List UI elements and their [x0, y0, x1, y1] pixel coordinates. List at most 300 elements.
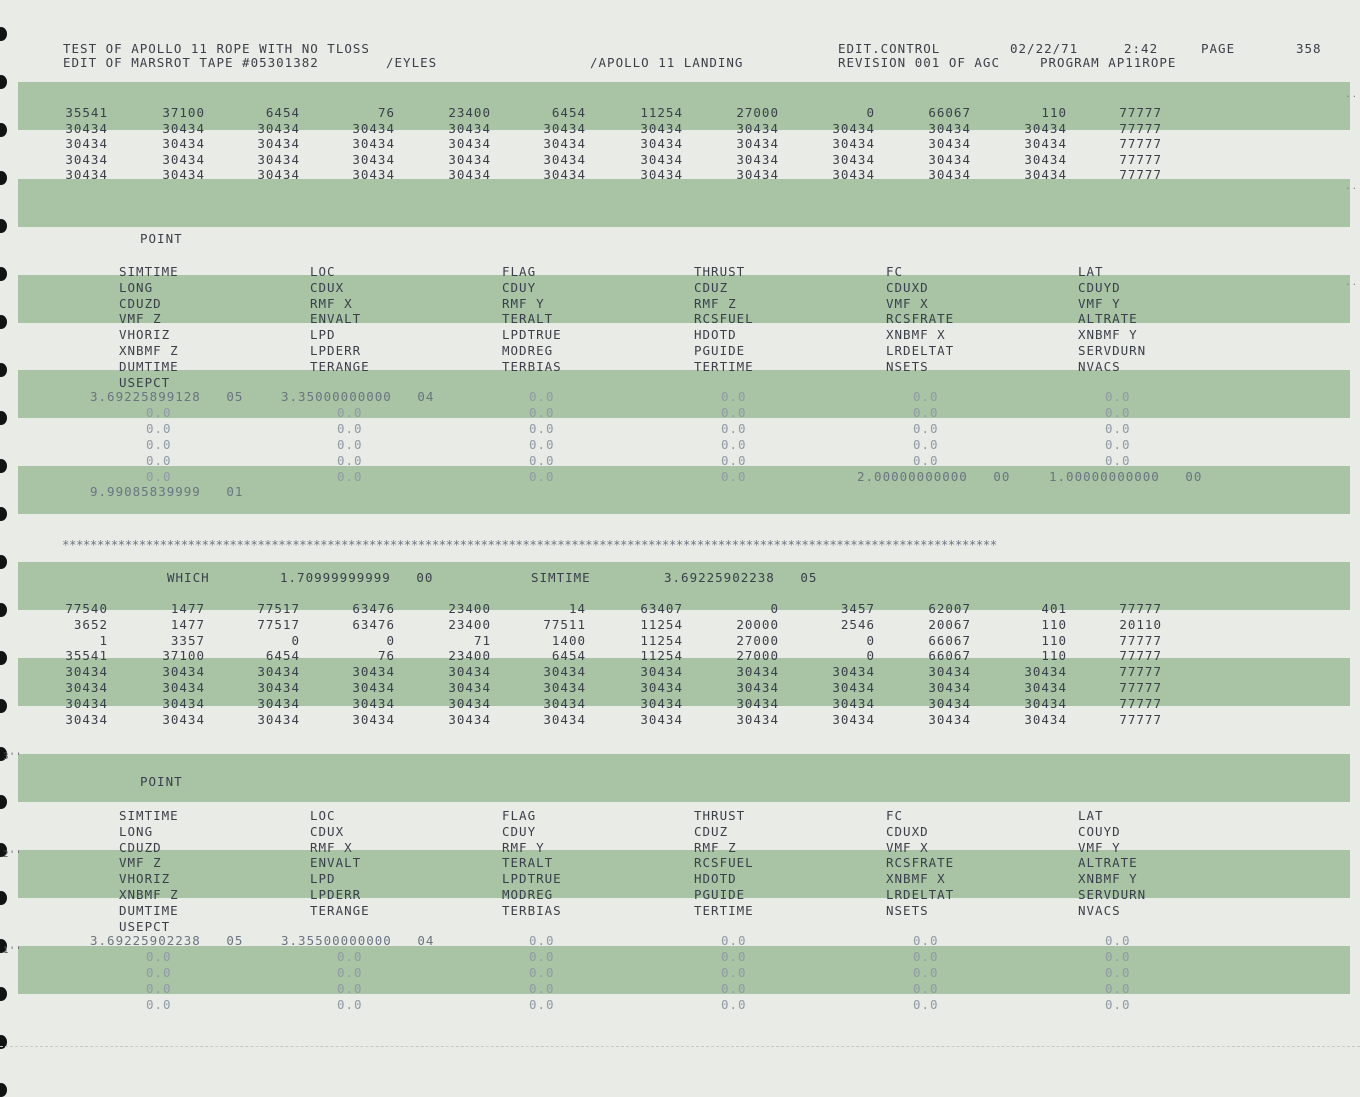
octal-cell: 30434 [928, 167, 971, 182]
variable-label: CDUY [502, 823, 537, 839]
octal-cell: 30434 [543, 136, 586, 151]
value-cell: 0.0 [913, 980, 939, 996]
variable-label: LPD [310, 871, 336, 887]
octal-cell: 77777 [1119, 695, 1162, 711]
octal-cell: 66067 [928, 648, 971, 664]
octal-cell: 30434 [257, 680, 300, 695]
variable-label: COUYD [1078, 823, 1121, 839]
variable-label: RMF X [310, 839, 353, 855]
octal-cell: 30434 [162, 136, 205, 151]
octal-cell: 110 [1041, 616, 1067, 632]
octal-cell: 1 [99, 632, 108, 648]
octal-cell: 30434 [736, 695, 779, 711]
margin-mark-3: 3'' [3, 752, 23, 762]
octal-cell: 30434 [448, 680, 491, 695]
octal-cell: 30434 [65, 120, 108, 136]
variable-label: VMF Z [119, 855, 162, 871]
variable-label: SERVDURN [1078, 343, 1147, 358]
margin-mark-2: 2'' [3, 850, 23, 860]
octal-cell: 30434 [352, 664, 395, 680]
feed-hole [0, 75, 7, 89]
octal-cell: 3652 [73, 616, 108, 632]
value-cell: 0.0 [1105, 980, 1131, 996]
octal-cell: 30434 [543, 120, 586, 136]
octal-cell: 11254 [640, 632, 683, 648]
octal-cell: 30434 [928, 120, 971, 136]
octal-cell: 30434 [257, 711, 300, 727]
feed-hole [0, 507, 7, 521]
octal-cell: 30434 [257, 136, 300, 151]
variable-label: VHORIZ [119, 327, 171, 343]
octal-cell: 1477 [170, 601, 205, 616]
octal-cell: 0 [770, 601, 779, 616]
feed-hole [0, 795, 7, 809]
green-band [18, 754, 1350, 802]
perforation-line [0, 1046, 1360, 1048]
octal-cell: 30434 [162, 120, 205, 136]
octal-cell: 30434 [352, 680, 395, 695]
value-cell: 0.0 [721, 964, 747, 980]
edge-mark: .. [1345, 182, 1358, 192]
octal-cell: 63476 [352, 601, 395, 616]
variable-label: CDUZ [694, 279, 729, 295]
green-band [18, 179, 1350, 227]
feed-hole [0, 459, 7, 473]
value-cell: 0.0 [1105, 933, 1131, 948]
variable-label: TERALT [502, 855, 554, 871]
octal-cell: 30434 [257, 695, 300, 711]
value-cell: 0.0 [529, 420, 555, 436]
octal-cell: 30434 [832, 664, 875, 680]
value-cell: 0.0 [529, 389, 555, 404]
variable-label: TERBIAS [502, 902, 562, 918]
value-cell: 0.0 [721, 389, 747, 404]
variable-label: PGUIDE [694, 343, 746, 358]
header-page-number: 358 [1296, 41, 1322, 56]
octal-cell: 66067 [928, 632, 971, 648]
octal-cell: 30434 [543, 664, 586, 680]
variable-label: DUMTIME [119, 358, 179, 374]
value-cell: 0.0 [721, 996, 747, 1012]
octal-cell: 30434 [543, 695, 586, 711]
octal-cell: 77511 [543, 616, 586, 632]
octal-cell: 20000 [736, 616, 779, 632]
value-cell: 0.0 [529, 404, 555, 420]
green-band [18, 275, 1350, 323]
feed-hole [0, 363, 7, 377]
octal-cell: 30434 [257, 151, 300, 167]
header-program: PROGRAM AP11ROPE [1040, 55, 1177, 70]
variable-label: TERTIME [694, 358, 754, 374]
variable-label: FC [886, 264, 904, 279]
octal-cell: 1477 [170, 616, 205, 632]
variable-label: RCSFRATE [886, 311, 955, 327]
octal-cell: 30434 [928, 136, 971, 151]
octal-cell: 30434 [257, 664, 300, 680]
variable-label: CDUXD [886, 279, 929, 295]
octal-cell: 30434 [640, 120, 683, 136]
octal-cell: 77777 [1119, 105, 1162, 120]
octal-cell: 30434 [162, 711, 205, 727]
variable-label: THRUST [694, 264, 746, 279]
octal-cell: 30434 [1024, 680, 1067, 695]
variable-label: DUMTIME [119, 902, 179, 918]
simtime-value: 3.69225902238 05 [664, 570, 818, 585]
octal-cell: 37100 [162, 648, 205, 664]
octal-cell: 77777 [1119, 648, 1162, 664]
variable-label: FLAG [502, 808, 537, 823]
variable-label: LRDELTAT [886, 343, 955, 358]
variable-label: LPDTRUE [502, 327, 562, 343]
green-band [18, 850, 1350, 898]
value-cell: 0.0 [146, 468, 172, 484]
octal-cell: 30434 [65, 680, 108, 695]
variable-label: VMF X [886, 295, 929, 311]
value-cell: 0.0 [146, 964, 172, 980]
variable-label: LPDERR [310, 887, 362, 902]
value-cell: 1.00000000000 00 [1049, 468, 1203, 484]
header-revision: REVISION 001 OF AGC [838, 55, 1000, 70]
header-time: 2:42 [1124, 41, 1159, 56]
value-cell: 0.0 [913, 436, 939, 452]
value-cell: 0.0 [913, 389, 939, 404]
octal-cell: 20110 [1119, 616, 1162, 632]
octal-cell: 30434 [736, 120, 779, 136]
octal-cell: 30434 [736, 664, 779, 680]
octal-cell: 0 [291, 632, 300, 648]
variable-label: TERTIME [694, 902, 754, 918]
octal-cell: 30434 [65, 136, 108, 151]
variable-label: NSETS [886, 358, 929, 374]
value-cell: 0.0 [721, 933, 747, 948]
value-cell: 0.0 [721, 404, 747, 420]
octal-cell: 27000 [736, 632, 779, 648]
value-cell: 0.0 [721, 436, 747, 452]
variable-label: RMF X [310, 295, 353, 311]
octal-cell: 77777 [1119, 711, 1162, 727]
octal-cell: 30434 [640, 136, 683, 151]
octal-cell: 30434 [448, 695, 491, 711]
variable-label: CDUZD [119, 839, 162, 855]
variable-label: XNBMF Z [119, 343, 179, 358]
value-cell: 0.0 [146, 948, 172, 964]
octal-cell: 6454 [265, 105, 300, 120]
value-cell: 0.0 [337, 436, 363, 452]
variable-label: ALTRATE [1078, 855, 1138, 871]
feed-hole [0, 171, 7, 185]
variable-label: LONG [119, 279, 154, 295]
value-cell: 0.0 [146, 996, 172, 1012]
octal-cell: 6454 [265, 648, 300, 664]
octal-cell: 30434 [65, 695, 108, 711]
header-author: /EYLES [386, 55, 438, 70]
value-cell: 0.0 [337, 964, 363, 980]
header-edit-control: EDIT.CONTROL [838, 41, 941, 56]
variable-label: CDUX [310, 823, 345, 839]
variable-label: RCSFUEL [694, 855, 754, 871]
variable-label: RMF Y [502, 295, 545, 311]
octal-cell: 30434 [352, 711, 395, 727]
value-cell: 0.0 [721, 948, 747, 964]
octal-cell: 23400 [448, 616, 491, 632]
octal-cell: 30434 [928, 664, 971, 680]
value-cell: 2.00000000000 00 [857, 468, 1011, 484]
octal-cell: 30434 [162, 167, 205, 182]
octal-cell: 1400 [551, 632, 586, 648]
value-cell: 0.0 [337, 980, 363, 996]
octal-cell: 37100 [162, 105, 205, 120]
octal-cell: 30434 [736, 151, 779, 167]
value-cell: 0.0 [1105, 436, 1131, 452]
value-cell: 0.0 [146, 436, 172, 452]
octal-cell: 30434 [543, 167, 586, 182]
header-page-label: PAGE [1201, 41, 1236, 56]
value-cell: 0.0 [913, 996, 939, 1012]
octal-cell: 30434 [448, 120, 491, 136]
octal-cell: 77777 [1119, 601, 1162, 616]
octal-cell: 30434 [448, 664, 491, 680]
octal-cell: 30434 [257, 167, 300, 182]
variable-label: LOC [310, 808, 336, 823]
variable-label: LAT [1078, 264, 1104, 279]
octal-cell: 3357 [170, 632, 205, 648]
octal-cell: 30434 [65, 167, 108, 182]
octal-cell: 30434 [640, 664, 683, 680]
variable-label: USEPCT [119, 374, 171, 390]
octal-cell: 110 [1041, 632, 1067, 648]
value-cell: 0.0 [721, 420, 747, 436]
variable-label: LOC [310, 264, 336, 279]
value-cell: 0.0 [337, 468, 363, 484]
value-cell: 0.0 [146, 404, 172, 420]
feed-hole [0, 555, 7, 569]
octal-cell: 14 [568, 601, 586, 616]
variable-label: XNBMF Y [1078, 327, 1138, 343]
octal-cell: 30434 [257, 120, 300, 136]
value-cell: 0.0 [721, 980, 747, 996]
octal-cell: 30434 [832, 711, 875, 727]
value-cell: 9.99085839999 01 [90, 484, 244, 500]
value-cell: 0.0 [337, 452, 363, 468]
octal-cell: 30434 [1024, 695, 1067, 711]
value-cell: 0.0 [913, 404, 939, 420]
variable-label: CDUZ [694, 823, 729, 839]
value-cell: 0.0 [337, 404, 363, 420]
octal-cell: 30434 [928, 151, 971, 167]
value-cell: 0.0 [529, 933, 555, 948]
octal-cell: 63476 [352, 616, 395, 632]
octal-cell: 30434 [832, 680, 875, 695]
octal-cell: 30434 [352, 120, 395, 136]
octal-cell: 30434 [736, 711, 779, 727]
variable-label: CDUZD [119, 295, 162, 311]
octal-cell: 30434 [65, 711, 108, 727]
octal-cell: 71 [473, 632, 491, 648]
point-heading-2: POINT [140, 774, 183, 789]
value-cell: 0.0 [721, 452, 747, 468]
header-title: TEST OF APOLLO 11 ROPE WITH NO TLOSS [63, 41, 370, 56]
feed-hole [0, 219, 7, 233]
variable-label: LRDELTAT [886, 887, 955, 902]
variable-label: TERANGE [310, 902, 370, 918]
variable-label: RMF Z [694, 295, 737, 311]
header-date: 02/22/71 [1010, 41, 1079, 56]
octal-cell: 110 [1041, 648, 1067, 664]
value-cell: 0.0 [337, 948, 363, 964]
octal-cell: 30434 [162, 151, 205, 167]
octal-cell: 77517 [257, 601, 300, 616]
octal-cell: 35541 [65, 648, 108, 664]
variable-label: RMF Y [502, 839, 545, 855]
variable-label: XNBMF X [886, 871, 946, 887]
value-cell: 0.0 [529, 948, 555, 964]
variable-label: LONG [119, 823, 154, 839]
octal-cell: 20067 [928, 616, 971, 632]
octal-cell: 30434 [1024, 664, 1067, 680]
octal-cell: 30434 [352, 136, 395, 151]
octal-cell: 30434 [832, 151, 875, 167]
variable-label: VHORIZ [119, 871, 171, 887]
value-cell: 3.69225902238 05 [90, 933, 244, 948]
octal-cell: 11254 [640, 105, 683, 120]
value-cell: 0.0 [913, 964, 939, 980]
feed-hole [0, 1083, 7, 1097]
green-band [18, 946, 1350, 994]
octal-cell: 30434 [543, 680, 586, 695]
feed-hole [0, 315, 7, 329]
value-cell: 0.0 [913, 420, 939, 436]
variable-label: LPDTRUE [502, 871, 562, 887]
variable-label: CDUX [310, 279, 345, 295]
octal-cell: 30434 [928, 695, 971, 711]
variable-label: ALTRATE [1078, 311, 1138, 327]
octal-cell: 30434 [543, 711, 586, 727]
octal-cell: 30434 [832, 695, 875, 711]
value-cell: 0.0 [337, 996, 363, 1012]
feed-hole [0, 651, 7, 665]
octal-cell: 0 [386, 632, 395, 648]
octal-cell: 30434 [65, 151, 108, 167]
value-cell: 0.0 [1105, 420, 1131, 436]
variable-label: HDOTD [694, 871, 737, 887]
octal-cell: 3457 [840, 601, 875, 616]
octal-cell: 30434 [448, 151, 491, 167]
value-cell: 0.0 [529, 468, 555, 484]
octal-cell: 30434 [352, 167, 395, 182]
variable-label: VMF Z [119, 311, 162, 327]
header-center: /APOLLO 11 LANDING [590, 55, 744, 70]
octal-cell: 30434 [352, 151, 395, 167]
octal-cell: 30434 [640, 695, 683, 711]
value-cell: 0.0 [146, 420, 172, 436]
octal-cell: 6454 [551, 648, 586, 664]
variable-label: LPD [310, 327, 336, 343]
octal-cell: 30434 [1024, 151, 1067, 167]
octal-cell: 30434 [832, 167, 875, 182]
value-cell: 0.0 [913, 933, 939, 948]
value-cell: 0.0 [1105, 948, 1131, 964]
variable-label: CDUXD [886, 823, 929, 839]
variable-label: XNBMF Y [1078, 871, 1138, 887]
octal-cell: 110 [1041, 105, 1067, 120]
value-cell: 0.0 [529, 452, 555, 468]
octal-cell: 77777 [1119, 120, 1162, 136]
variable-label: LAT [1078, 808, 1104, 823]
octal-cell: 30434 [928, 680, 971, 695]
variable-label: FLAG [502, 264, 537, 279]
variable-label: SERVDURN [1078, 887, 1147, 902]
octal-cell: 30434 [65, 664, 108, 680]
variable-label: ENVALT [310, 855, 362, 871]
value-cell: 0.0 [1105, 964, 1131, 980]
feed-hole [0, 123, 7, 137]
value-cell: 0.0 [146, 980, 172, 996]
value-cell: 0.0 [146, 452, 172, 468]
octal-cell: 77517 [257, 616, 300, 632]
octal-cell: 30434 [543, 151, 586, 167]
octal-cell: 77777 [1119, 136, 1162, 151]
value-cell: 0.0 [1105, 404, 1131, 420]
feed-hole [0, 411, 7, 425]
which-value: 1.70999999999 00 [280, 570, 434, 585]
octal-cell: 30434 [448, 711, 491, 727]
variable-label: PGUIDE [694, 887, 746, 902]
octal-cell: 77540 [65, 601, 108, 616]
octal-cell: 30434 [832, 136, 875, 151]
variable-label: CDUY [502, 279, 537, 295]
octal-cell: 27000 [736, 648, 779, 664]
octal-cell: 77777 [1119, 167, 1162, 182]
header-tape: EDIT OF MARSROT TAPE #05301382 [63, 55, 319, 70]
variable-label: VMF Y [1078, 295, 1121, 311]
octal-cell: 23400 [448, 648, 491, 664]
feed-hole [0, 699, 7, 713]
variable-label: HDOTD [694, 327, 737, 343]
value-cell: 3.35500000000 04 [281, 933, 435, 948]
octal-cell: 30434 [162, 695, 205, 711]
octal-cell: 30434 [736, 167, 779, 182]
variable-label: XNBMF Z [119, 887, 179, 902]
octal-cell: 62007 [928, 601, 971, 616]
value-cell: 0.0 [529, 996, 555, 1012]
octal-cell: 30434 [928, 711, 971, 727]
octal-cell: 30434 [448, 167, 491, 182]
octal-cell: 30434 [640, 167, 683, 182]
variable-label: THRUST [694, 808, 746, 823]
octal-cell: 0 [866, 648, 875, 664]
octal-cell: 30434 [1024, 711, 1067, 727]
variable-label: SIMTIME [119, 808, 179, 823]
octal-cell: 30434 [1024, 136, 1067, 151]
octal-cell: 401 [1041, 601, 1067, 616]
margin-mark-1: 1'' [3, 946, 23, 956]
feed-hole [0, 987, 7, 1001]
value-cell: 0.0 [529, 964, 555, 980]
value-cell: 0.0 [913, 948, 939, 964]
variable-label: NVACS [1078, 902, 1121, 918]
octal-cell: 30434 [162, 680, 205, 695]
feed-hole [0, 27, 7, 41]
edge-mark: .. [1345, 278, 1358, 288]
octal-cell: 30434 [352, 695, 395, 711]
octal-cell: 35541 [65, 105, 108, 120]
octal-cell: 30434 [162, 664, 205, 680]
feed-hole [0, 891, 7, 905]
value-cell: 0.0 [1105, 389, 1131, 404]
variable-label: NSETS [886, 902, 929, 918]
variable-label: NVACS [1078, 358, 1121, 374]
variable-label: MODREG [502, 887, 554, 902]
